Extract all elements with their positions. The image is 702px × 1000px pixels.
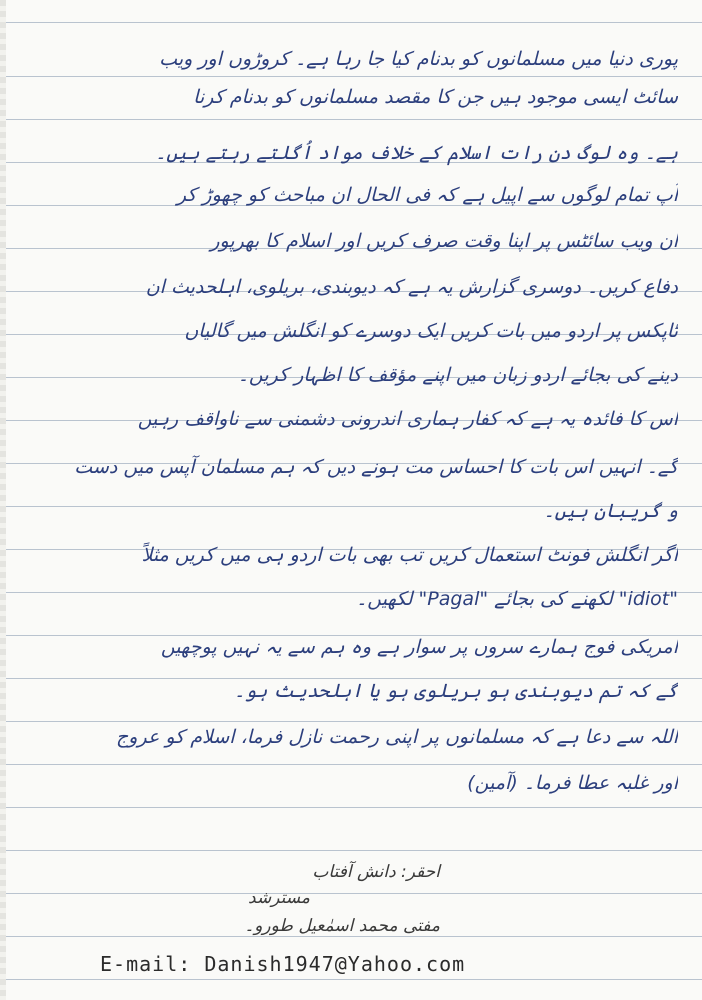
letter-line-12: اگر انگلش فونٹ استعمال کریں تب بھی بات اردو ہی میں کریں مثلاً [141, 544, 678, 566]
contact-email: E-mail: Danish1947@Yahoo.com [100, 952, 466, 976]
letter-line-17: اور غلبہ عطا فرما۔ (آمین) [467, 772, 678, 794]
letter-line-13: "idiot" لکھنے کی بجائے "Pagal" لکھیں۔ [356, 588, 678, 610]
signature-name: احقر: دانش آفتاب [312, 862, 440, 882]
paper-torn-edge [0, 0, 6, 1000]
signature-role: مسترشد [248, 888, 310, 908]
letter-line-11: و گریبان ہیں۔ [543, 500, 678, 522]
letter-line-4: آپ تمام لوگوں سے اپیل ہے کہ فی الحال ان مباحث کو چھوڑ کر [176, 184, 678, 206]
letter-line-16: اللہ سے دعا ہے کہ مسلمانوں پر اپنی رحمت نازل فرما، اسلام کو عروج [116, 726, 678, 748]
letter-line-1: پوری دنیا میں مسلمانوں کو بدنام کیا جا رہا ہے۔ کروڑوں اور ویب [159, 48, 678, 70]
letter-line-7: ٹاپکس پر اردو میں بات کریں ایک دوسرے کو انگلش میں گالیاں [184, 320, 678, 342]
letter-line-10: گے۔ انہیں اس بات کا احساس مت ہونے دیں کہ ہم مسلمان آپس میں دست [74, 456, 678, 478]
signature-mentor: مفتی محمد اسمٰعیل طورو۔ [244, 916, 440, 936]
letter-line-15: گے کہ تم دیوبندی ہو بریلوی ہو یا اہلحدیث ہو۔ [233, 680, 678, 702]
letter-line-5: ان ویب سائٹس پر اپنا وقت صرف کریں اور اسلام کا بھرپور [210, 230, 678, 252]
letter-line-6: دفاع کریں۔ دوسری گزارش یہ ہے کہ دیوبندی، بریلوی، اہلحدیث ان [145, 276, 678, 298]
letter-line-2: سائٹ ایسی موجود ہیں جن کا مقصد مسلمانوں کو بدنام کرنا [193, 86, 678, 108]
letter-line-8: دینے کی بجائے اردو زبان میں اپنے مؤقف کا اظہار کریں۔ [237, 364, 678, 386]
letter-line-3: ہے۔ وہ لوگ دن رات اسلام کے خلاف مواد اُگلتے رہتے ہیں۔ [155, 142, 678, 164]
letter-line-14: امریکی فوج ہمارے سروں پر سوار ہے وہ ہم سے یہ نہیں پوچھیں [160, 636, 678, 658]
letter-line-9: اس کا فائدہ یہ ہے کہ کفار ہماری اندرونی دشمنی سے ناواقف رہیں [137, 408, 678, 430]
